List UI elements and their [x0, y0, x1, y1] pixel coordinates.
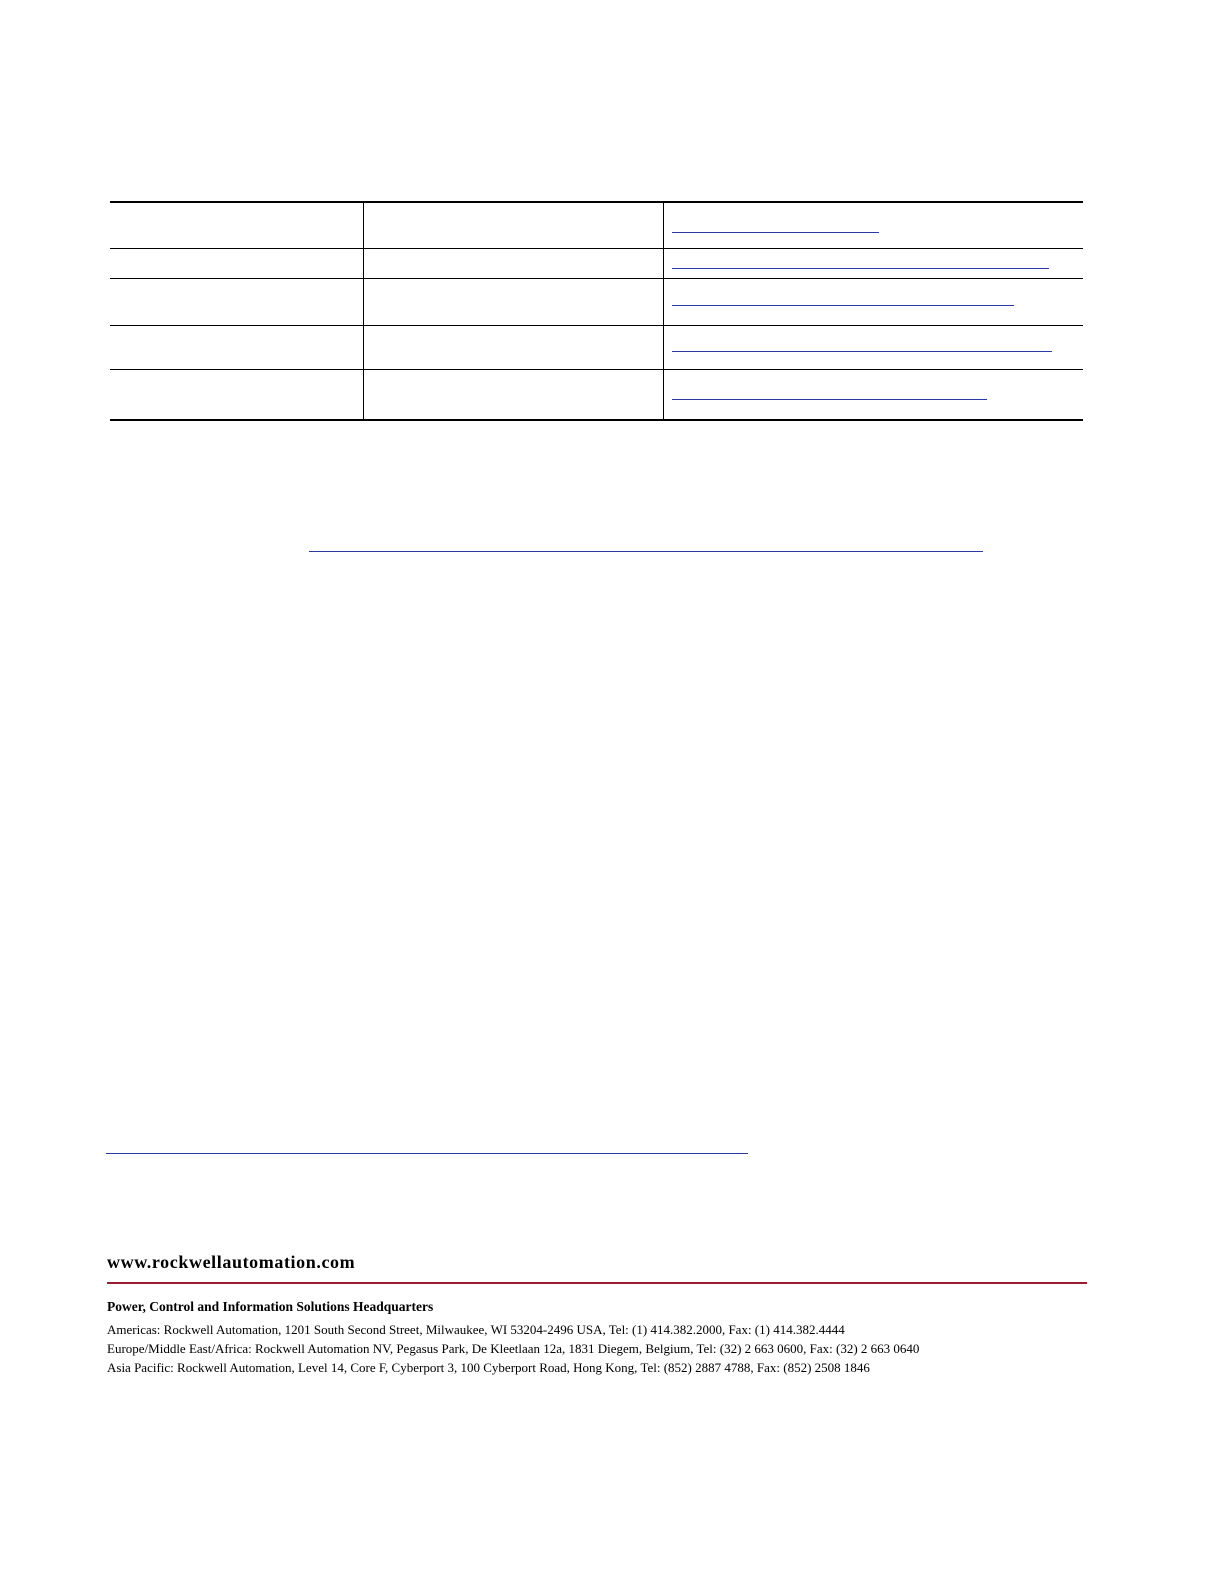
table-row: [110, 249, 1083, 279]
table-cell-description: [364, 370, 664, 419]
table-link[interactable]: [672, 399, 987, 400]
table-link[interactable]: [672, 305, 1014, 306]
table-row: [110, 279, 1083, 326]
table-cell-link: [664, 326, 1083, 369]
table-cell-category: [110, 279, 364, 325]
feedback-link[interactable]: [106, 1153, 748, 1154]
footer-divider: [107, 1282, 1087, 1284]
table-cell-description: [364, 203, 664, 248]
table-link[interactable]: [672, 351, 1052, 352]
table-row: [110, 370, 1083, 419]
address-emea: Europe/Middle East/Africa: Rockwell Automation NV, Pegasus Park, De Kleetlaan 12a, 1831 Diegem, Belgium, Tel: (32) 2 663 0600, Fax: (32) 2 663 0640: [107, 1341, 920, 1356]
table-link[interactable]: [672, 232, 879, 233]
address-asia-pacific: Asia Pacific: Rockwell Automation, Level 14, Core F, Cyberport 3, 100 Cyberport Road, Hong Kong, Tel: (852) 2887 4788, Fax: (852) 2508 1846: [107, 1360, 870, 1375]
table-cell-link: [664, 370, 1083, 419]
address-americas: Americas: Rockwell Automation, 1201 South Second Street, Milwaukee, WI 53204-2496 USA, Tel: (1) 414.382.2000, Fax: (1) 414.382.4444: [107, 1322, 845, 1337]
table-row: [110, 326, 1083, 370]
table-cell-category: [110, 370, 364, 419]
page-footer: [107, 1250, 1087, 1377]
table-cell-link: [664, 249, 1083, 278]
table-cell-description: [364, 249, 664, 278]
table-row: [110, 203, 1083, 249]
website-url[interactable]: www.rockwellautomation.com: [107, 1252, 356, 1272]
installation-assistance-link[interactable]: [309, 551, 983, 552]
support-table: [110, 201, 1083, 421]
table-cell-description: [364, 279, 664, 325]
table-cell-link: [664, 279, 1083, 325]
table-cell-category: [110, 326, 364, 369]
table-link[interactable]: [672, 268, 1049, 269]
headquarters-title: Power, Control and Information Solutions Headquarters: [107, 1299, 434, 1314]
table-cell-link: [664, 203, 1083, 248]
table-cell-category: [110, 249, 364, 278]
table-cell-description: [364, 326, 664, 369]
table-cell-category: [110, 203, 364, 248]
